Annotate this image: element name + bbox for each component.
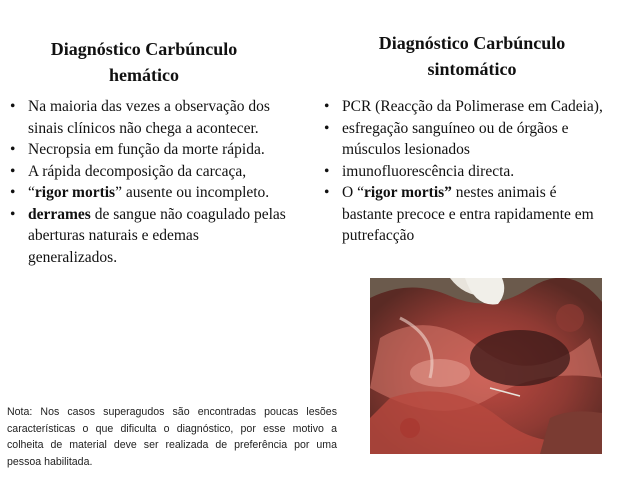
footnote: Nota: Nos casos superagudos são encontradas poucas lesões características o que dificulta o diagnóstico, por esse motivo a colheita de material deve ser realizada de preferência por uma pessoa habilitada. — [7, 406, 337, 468]
list-item: • O “rigor mortis” nestes animais é bastante precoce e entra rapidamente em putrefacção — [322, 182, 610, 247]
right-title: Diagnóstico Carbúnculo sintomático — [378, 33, 566, 79]
necropsy-photo-icon — [370, 278, 602, 454]
list-item: • Na maioria das vezes a observação dos sinais clínicos não chega a acontecer. — [8, 96, 288, 139]
list-item: • derrames de sangue não coagulado pelas aberturas naturais e edemas generalizados. — [8, 204, 288, 269]
left-title: Diagnóstico Carbúnculo hemático — [50, 39, 238, 85]
list-item: • “rigor mortis” ausente ou incompleto. — [8, 182, 288, 204]
bold-term: rigor mortis” — [363, 184, 452, 201]
list-item: • esfregação sanguíneo ou de órgãos e músculos lesionados — [322, 118, 610, 161]
bold-term: derrames — [28, 205, 91, 223]
bold-term: rigor mortis — [34, 184, 116, 201]
right-bullet-list — [322, 96, 610, 247]
list-item: • PCR (Reacção da Polimerase em Cadeia), — [322, 96, 610, 118]
left-bullet-list — [8, 96, 288, 268]
list-item: • imunofluorescência directa. — [322, 161, 610, 183]
list-item: • Necropsia em função da morte rápida. — [8, 139, 288, 161]
list-item: • A rápida decomposição da carcaça, — [8, 161, 288, 183]
necropsy-photo — [370, 278, 602, 454]
